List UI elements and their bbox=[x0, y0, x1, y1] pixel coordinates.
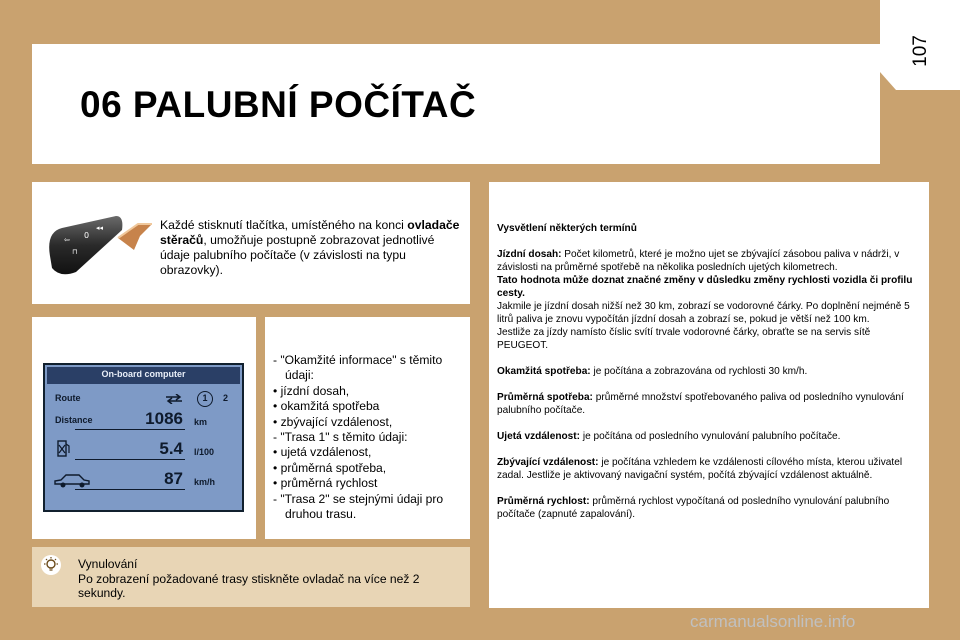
list-item: • průměrná spotřeba, bbox=[273, 460, 387, 475]
consumption-divider bbox=[75, 459, 185, 460]
consumption-unit: l/100 bbox=[194, 447, 215, 457]
avg-speed-term: Průměrná rychlost: bbox=[497, 496, 590, 507]
avg-consumption-text: průměrné množství spotřebovaného paliva od posledního vynulování palubního počítače. bbox=[497, 392, 904, 416]
svg-text:◂◂: ◂◂ bbox=[96, 224, 104, 232]
remaining-text: je počítána vzhledem ke vzdálenosti cílového místa, kterou uživatel zadal. Jestliže je aktivovaný navigační systém, počítá zbývající vzdálenost aktuálně. bbox=[497, 457, 903, 481]
instant-text: je počítána a zobrazována od rychlosti 30 km/h. bbox=[590, 366, 808, 377]
distance-term: Ujetá vzdálenost: bbox=[497, 431, 581, 442]
reset-text bbox=[78, 557, 458, 601]
car-icon bbox=[53, 473, 91, 489]
info-list bbox=[273, 353, 468, 522]
svg-text:⊓: ⊓ bbox=[72, 248, 78, 256]
distance-text: je počítána od posledního vynulování palubního počítače. bbox=[580, 431, 841, 442]
intro-text bbox=[160, 218, 460, 278]
range-text: Počet kilometrů, které je možno ujet se zbývající zásobou paliva v nádrži, v závislosti na průměrné spotřebě na několika posledních ujetých kilometrech. bbox=[497, 249, 900, 273]
definitions-text bbox=[497, 222, 924, 534]
reset-body: Po zobrazení požadované trasy stiskněte ovladač na více než 2 sekundy. bbox=[78, 571, 420, 600]
avg-speed-text: průměrná rychlost vypočítaná od posledního vynulování palubního počítače (zapnuté zapalování). bbox=[497, 496, 890, 520]
list-item: - "Trasa 2" se stejnými údaji pro druhou trasu. bbox=[273, 491, 444, 522]
distance-value: 1086 bbox=[145, 409, 183, 428]
speed-unit: km/h bbox=[194, 477, 216, 487]
instant-term: Okamžitá spotřeba: bbox=[497, 366, 591, 377]
route-one-badge: 1 bbox=[197, 391, 213, 407]
distance-divider bbox=[75, 429, 185, 430]
distance-unit: km bbox=[194, 417, 208, 427]
watermark: carmanualsonline.info bbox=[690, 612, 856, 631]
route-two-label: 2 bbox=[223, 393, 229, 403]
range-term: Jízdní dosah: bbox=[497, 249, 562, 260]
svg-text:0: 0 bbox=[84, 231, 90, 240]
list-item: - "Trasa 1" s těmito údaji: bbox=[273, 430, 408, 445]
reset-heading: Vynulování bbox=[78, 557, 138, 571]
intro-text-end: , umožňuje postupně zobrazovat jednotlivé údaje palubního počítače (v závislosti na typu obrazovky). bbox=[160, 233, 435, 277]
bulb-icon bbox=[40, 554, 62, 576]
route-arrows-icon bbox=[165, 394, 183, 404]
range-warning: Tato hodnota může doznat značné změny v důsledku změny rychlosti vozidla či profilu cesty. bbox=[497, 275, 913, 299]
definitions-heading: Vysvětlení některých termínů bbox=[497, 223, 637, 234]
avg-consumption-term: Průměrná spotřeba: bbox=[497, 392, 593, 403]
range-text-3: Jestliže za jízdy namísto číslic svítí trvale vodorovné čárky, obraťte se na servis sítě PEUGEOT. bbox=[497, 327, 871, 351]
page-title: 06 PALUBNÍ POČÍTAČ bbox=[80, 84, 477, 125]
fuel-pump-icon bbox=[57, 439, 71, 457]
list-item: • ujetá vzdálenost, bbox=[273, 445, 372, 460]
speed-value: 87 bbox=[164, 469, 183, 488]
list-item: • průměrná rychlost bbox=[273, 476, 378, 491]
arrow-icon bbox=[116, 220, 154, 254]
svg-text:⇦: ⇦ bbox=[64, 236, 70, 244]
list-item: • okamžitá spotřeba bbox=[273, 399, 380, 414]
list-item: • jízdní dosah, bbox=[273, 383, 350, 398]
list-item: • zbývající vzdálenost, bbox=[273, 414, 393, 429]
intro-bold-term: ovladače stěračů bbox=[160, 218, 460, 247]
display-title: On-board computer bbox=[101, 369, 186, 379]
distance-label: Distance bbox=[55, 415, 93, 425]
list-item: - "Okamžité informace" s těmito údaji: bbox=[273, 353, 443, 383]
consumption-value: 5.4 bbox=[159, 439, 183, 458]
range-text-2: Jakmile je jízdní dosah nižší než 30 km, zobrazí se vodorovné čárky. Po doplnění nejméně 5 litrů paliva je znovu vypočítán jízdní dosah a zobrazí se, pokud je větší než 100 km. bbox=[497, 301, 910, 325]
intro-text-start: Každé stisknutí tlačítka, umístěného na konci bbox=[160, 218, 408, 232]
route-label: Route bbox=[55, 393, 81, 403]
speed-divider bbox=[75, 489, 185, 490]
onboard-computer-display bbox=[43, 363, 244, 512]
remaining-term: Zbývající vzdálenost: bbox=[497, 457, 599, 468]
page-number: 107 bbox=[909, 35, 931, 67]
